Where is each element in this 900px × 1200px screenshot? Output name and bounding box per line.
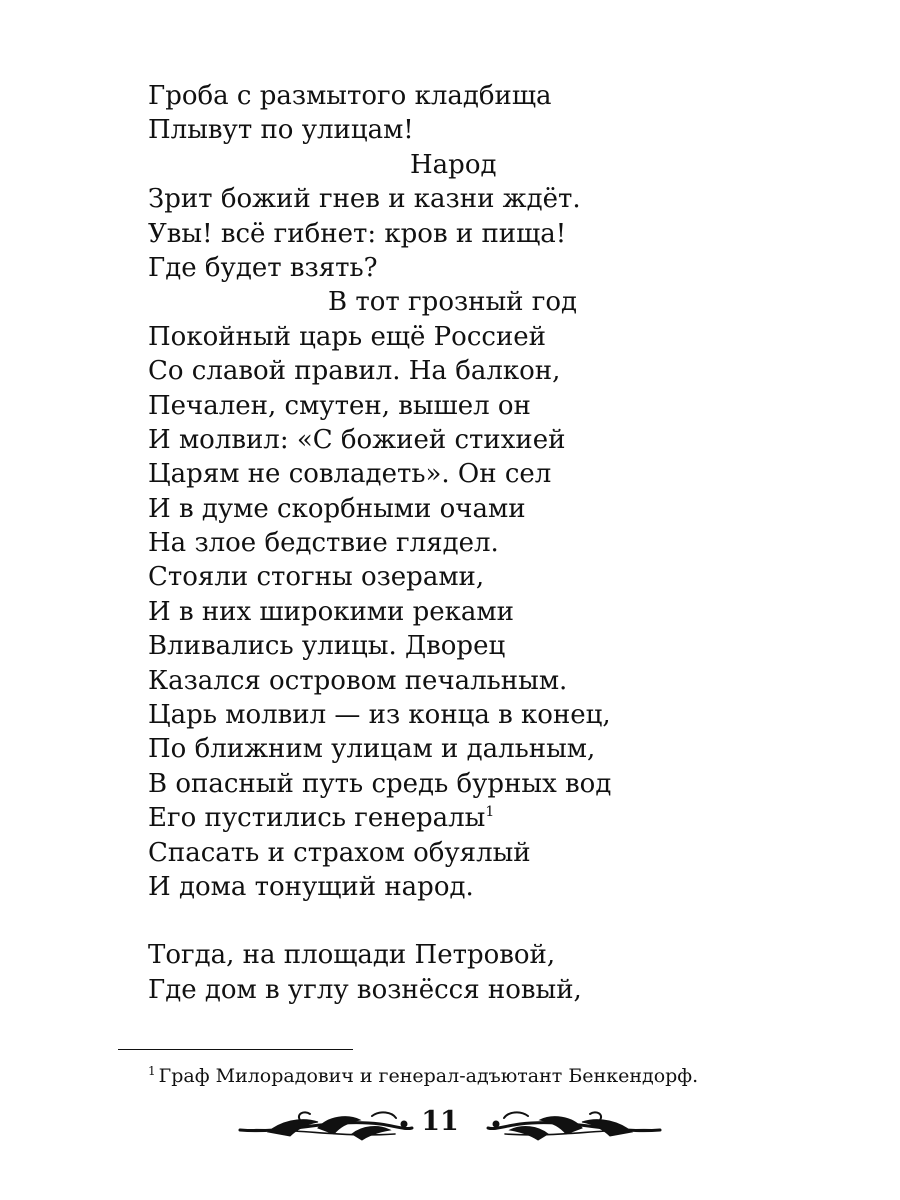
poem-line: Вливались улицы. Дворец — [148, 631, 506, 662]
page-number: 11 — [421, 1106, 459, 1137]
poem-line: Где дом в углу вознёсся новый, — [148, 974, 582, 1005]
poem-line: Зрит божий гнев и казни ждёт. — [148, 184, 581, 215]
page-footer — [0, 1104, 900, 1148]
poem-line: Покойный царь ещё Россией — [148, 321, 546, 352]
footnote — [148, 1064, 698, 1087]
poem-line-text: Его пустились генералы — [148, 803, 486, 834]
poem-line: Гроба с размытого кладбища — [148, 81, 552, 111]
poem-line: Увы! всё гибнет: кров и пища! — [148, 218, 567, 249]
poem-line: И молвил: «С божией стихией — [148, 424, 566, 455]
poem-line-with-footnote — [148, 801, 848, 835]
footnote-text: Граф Милорадович и генерал-адъютант Бенкендорф. — [158, 1065, 699, 1087]
poem-line: В тот грозный год — [328, 287, 578, 318]
poem-line: Спасать и страхом обуялый — [148, 837, 531, 868]
poem-line: На злое бедствие глядел. — [148, 528, 499, 559]
poem-line: Народ — [410, 149, 497, 180]
poem-line: И дома тонущий народ. — [148, 871, 474, 902]
poem-line: Тогда, на площади Петровой, — [148, 940, 556, 971]
poem-line: По ближним улицам и дальным, — [148, 734, 596, 765]
poem-line: Плывут по улицам! — [148, 115, 414, 146]
poem-body — [148, 79, 848, 1007]
footnote-reference[interactable]: 1 — [485, 804, 495, 821]
poem-line: Казался островом печальным. — [148, 665, 568, 696]
poem-line: Печален, смутен, вышел он — [148, 390, 531, 421]
poem-line: И в них широкими реками — [148, 596, 514, 627]
poem-line: Со славой правил. На балкон, — [148, 356, 561, 387]
poem-line: Царям не совладеть». Он сел — [148, 459, 552, 490]
poem-line: И в думе скорбными очами — [148, 493, 526, 524]
footnote-separator — [118, 1049, 353, 1050]
poem-line: Царь молвил — из конца в конец, — [148, 700, 611, 731]
stanza-break — [148, 904, 848, 938]
poem-line: Стояли стогны озерами, — [148, 562, 485, 593]
footnote-marker: 1 — [148, 1064, 156, 1078]
poem-line: В опасный путь средь бурных вод — [148, 768, 612, 799]
poem-line: Где будет взять? — [148, 252, 378, 283]
